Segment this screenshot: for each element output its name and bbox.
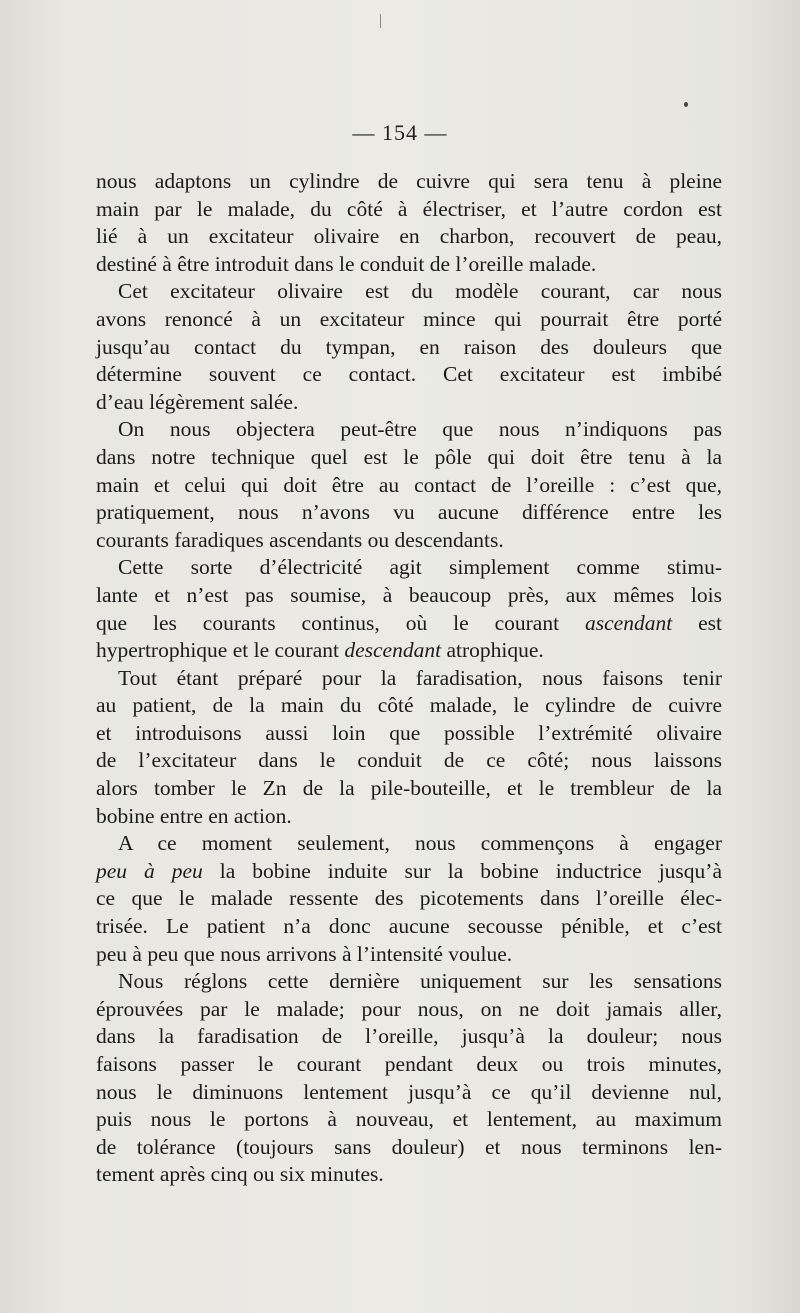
text-line: dans notre technique quel est le pôle qui doit être tenu à la <box>96 444 722 469</box>
text-line: hypertrophique et le courant descendant atrophique. <box>96 638 544 663</box>
text-line: d’eau légèrement salée. <box>96 389 299 414</box>
text-line: détermine souvent ce contact. Cet excitateur est imbibé <box>96 362 722 387</box>
text-line: au patient, de la main du côté malade, le cylindre de cuivre <box>96 693 722 718</box>
text-line: que les courants continus, où le courant ascendant est <box>96 610 723 635</box>
text-line: éprouvées par le malade; pour nous, on ne doit jamais aller, <box>96 996 722 1021</box>
paper-speck <box>380 14 381 28</box>
text-line: nous le diminuons lentement jusqu’à ce qu’il devienne nul, <box>96 1079 722 1104</box>
text-line: tement après cinq ou six minutes. <box>96 1162 384 1187</box>
text-line: Nous réglons cette dernière uniquement sur les sensations <box>118 969 722 994</box>
page-number: — 154 — <box>352 120 448 145</box>
text-line: jusqu’au contact du tympan, en raison des douleurs que <box>96 334 722 359</box>
text-line: peu à peu que nous arrivons à l’intensité voulue. <box>96 941 513 966</box>
text-line: de tolérance (toujours sans douleur) et nous terminons len- <box>96 1134 722 1159</box>
text-line: bobine entre en action. <box>96 803 292 828</box>
text-line: Cet excitateur olivaire est du modèle courant, car nous <box>118 279 722 304</box>
text-line: courants faradiques ascendants ou descendants. <box>96 527 504 552</box>
text-line: ce que le malade ressente des picotements dans l’oreille élec- <box>96 886 722 911</box>
text-line: Tout étant préparé pour la faradisation, nous faisons tenir <box>118 665 722 690</box>
body-text <box>96 168 722 1189</box>
text-line: faisons passer le courant pendant deux ou trois minutes, <box>96 1052 722 1076</box>
text-line: pratiquement, nous n’avons vu aucune différence entre les <box>96 500 722 525</box>
text-line: avons renoncé à un excitateur mince qui pourrait être porté <box>96 306 722 331</box>
text-line: Cette sorte d’électricité agit simplement comme stimu- <box>118 555 722 580</box>
text-line: On nous objectera peut-être que nous n’indiquons pas <box>118 417 722 442</box>
text-line: main et celui qui doit être au contact de l’oreille : c’est que, <box>96 472 722 497</box>
text-line: peu à peu la bobine induite sur la bobine inductrice jusqu’à <box>96 858 722 883</box>
text-line: lié à un excitateur olivaire en charbon, recouvert de peau, <box>96 224 722 249</box>
text-line: dans la faradisation de l’oreille, jusqu’à la douleur; nous <box>96 1024 722 1049</box>
paper-speck <box>684 102 688 107</box>
text-line: main par le malade, du côté à électriser, et l’autre cordon est <box>96 196 722 221</box>
text-line: et introduisons aussi loin que possible l’extrémité olivaire <box>96 720 722 745</box>
text-line: nous adaptons un cylindre de cuivre qui sera tenu à pleine <box>96 169 722 193</box>
text-line: trisée. Le patient n’a donc aucune secousse pénible, et c’est <box>96 914 722 939</box>
text-line: A ce moment seulement, nous commençons à engager <box>118 831 722 856</box>
text-line: puis nous le portons à nouveau, et lentement, au maximum <box>96 1107 722 1132</box>
text-line: lante et n’est pas soumise, à beaucoup près, aux mêmes lois <box>96 582 722 607</box>
text-line: alors tomber le Zn de la pile-bouteille, et le trembleur de la <box>96 776 722 801</box>
text-line: de l’excitateur dans le conduit de ce côté; nous laissons <box>96 748 722 773</box>
text-line: destiné à être introduit dans le conduit de l’oreille malade. <box>96 251 597 276</box>
